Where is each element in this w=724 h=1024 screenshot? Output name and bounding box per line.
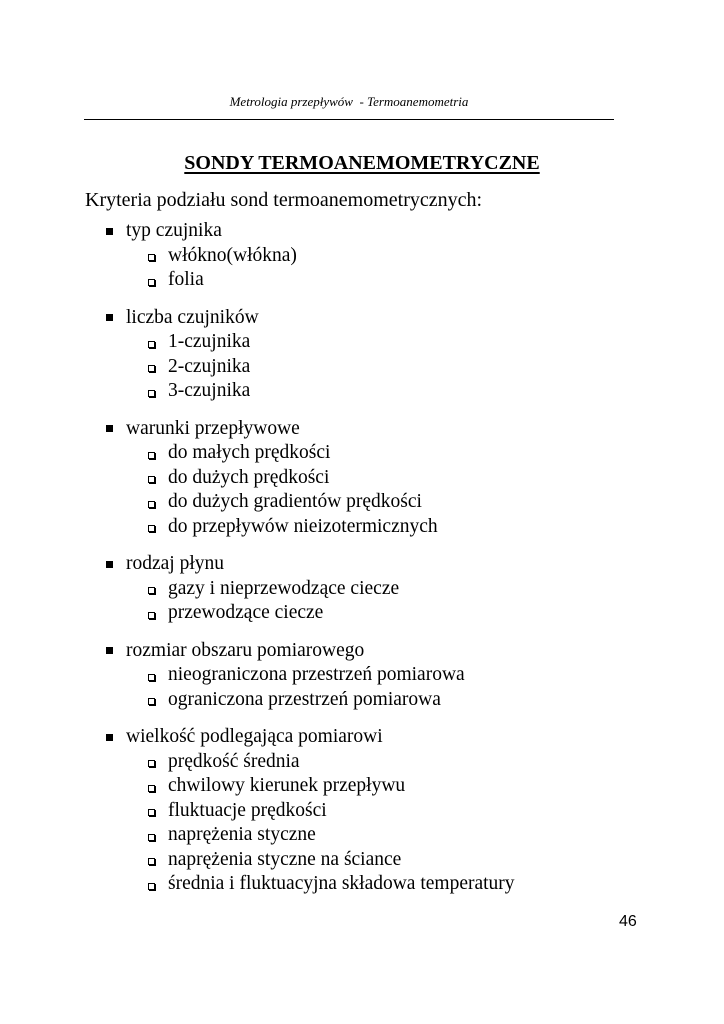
hollow-square-bullet-icon [148, 525, 155, 532]
list-item-label: do przepływów nieizotermicznych [168, 515, 438, 537]
criteria-group [104, 417, 664, 540]
list-item-label: średnia i fluktuacyjna składowa temperatury [168, 873, 515, 895]
list-item [104, 848, 664, 873]
criteria-group [104, 219, 664, 293]
list-item [104, 466, 664, 491]
list-item-label: fluktuacje prędkości [168, 799, 327, 821]
list-item [104, 663, 664, 688]
list-item [104, 355, 664, 380]
list-item [104, 872, 664, 897]
list-item-label: do dużych gradientów prędkości [168, 491, 422, 513]
hollow-square-bullet-icon [148, 858, 155, 865]
criteria-group-label: typ czujnika [126, 220, 222, 242]
criteria-group-heading [104, 219, 664, 244]
criteria-group-heading [104, 639, 664, 664]
criteria-group [104, 552, 664, 626]
hollow-square-bullet-icon [148, 587, 155, 594]
list-item [104, 750, 664, 775]
hollow-square-bullet-icon [148, 834, 155, 841]
hollow-square-bullet-icon [148, 279, 155, 286]
criteria-sub-list [104, 441, 664, 539]
criteria-sub-list [104, 577, 664, 626]
list-item-label: 3-czujnika [168, 380, 251, 402]
list-item [104, 244, 664, 269]
intro-text: Kryteria podziału sond termoanemometrycznych: [85, 189, 483, 211]
list-item [104, 823, 664, 848]
hollow-square-bullet-icon [148, 698, 155, 705]
list-item-label: ograniczona przestrzeń pomiarowa [168, 688, 441, 710]
square-bullet-icon [106, 561, 113, 568]
criteria-group-heading [104, 417, 664, 442]
criteria-group [104, 306, 664, 404]
list-item-label: do małych prędkości [168, 442, 331, 464]
list-item-label: prędkość średnia [168, 750, 300, 772]
hollow-square-bullet-icon [148, 341, 155, 348]
criteria-sub-list [104, 663, 664, 712]
list-item-label: do dużych prędkości [168, 466, 330, 488]
criteria-group-label: rodzaj płynu [126, 553, 225, 575]
hollow-square-bullet-icon [148, 674, 155, 681]
square-bullet-icon [106, 314, 113, 321]
criteria-group-heading [104, 306, 664, 331]
square-bullet-icon [106, 734, 113, 741]
criteria-group-label: rozmiar obszaru pomiarowego [126, 639, 365, 661]
running-header: Metrologia przepływów - Termoanemometria [229, 94, 469, 109]
hollow-square-bullet-icon [148, 612, 155, 619]
page-number: 46 [619, 913, 637, 930]
criteria-sub-list [104, 244, 664, 293]
hollow-square-bullet-icon [148, 365, 155, 372]
criteria-sub-list [104, 750, 664, 897]
hollow-square-bullet-icon [148, 390, 155, 397]
list-item-label: gazy i nieprzewodzące ciecze [168, 577, 400, 599]
hollow-square-bullet-icon [148, 476, 155, 483]
criteria-list [104, 219, 664, 910]
list-item [104, 688, 664, 713]
list-item [104, 774, 664, 799]
hollow-square-bullet-icon [148, 760, 155, 767]
list-item [104, 577, 664, 602]
list-item [104, 441, 664, 466]
criteria-group-label: liczba czujników [126, 306, 259, 328]
list-item-label: naprężenia styczne [168, 824, 316, 846]
hollow-square-bullet-icon [148, 501, 155, 508]
header-divider [84, 119, 614, 120]
list-item [104, 379, 664, 404]
list-item-label: chwilowy kierunek przepływu [168, 775, 406, 797]
list-item-label: nieograniczona przestrzeń pomiarowa [168, 664, 465, 686]
hollow-square-bullet-icon [148, 809, 155, 816]
criteria-group-heading [104, 552, 664, 577]
list-item-label: przewodzące ciecze [168, 602, 324, 624]
list-item-label: naprężenia styczne na ściance [168, 848, 402, 870]
criteria-group-label: warunki przepływowe [126, 417, 300, 439]
list-item-label: 1-czujnika [168, 331, 251, 353]
hollow-square-bullet-icon [148, 785, 155, 792]
hollow-square-bullet-icon [148, 254, 155, 261]
list-item [104, 330, 664, 355]
criteria-group-heading [104, 725, 664, 750]
square-bullet-icon [106, 425, 113, 432]
list-item-label: włókno(włókna) [168, 244, 297, 266]
list-item [104, 515, 664, 540]
criteria-group [104, 725, 664, 897]
list-item-label: folia [168, 269, 204, 291]
hollow-square-bullet-icon [148, 452, 155, 459]
criteria-group [104, 639, 664, 713]
list-item-label: 2-czujnika [168, 355, 251, 377]
criteria-sub-list [104, 330, 664, 404]
page-title: SONDY TERMOANEMOMETRYCZNE [184, 152, 540, 174]
square-bullet-icon [106, 228, 113, 235]
list-item [104, 268, 664, 293]
list-item [104, 601, 664, 626]
hollow-square-bullet-icon [148, 883, 155, 890]
list-item [104, 799, 664, 824]
square-bullet-icon [106, 647, 113, 654]
criteria-group-label: wielkość podlegająca pomiarowi [126, 726, 383, 748]
list-item [104, 490, 664, 515]
